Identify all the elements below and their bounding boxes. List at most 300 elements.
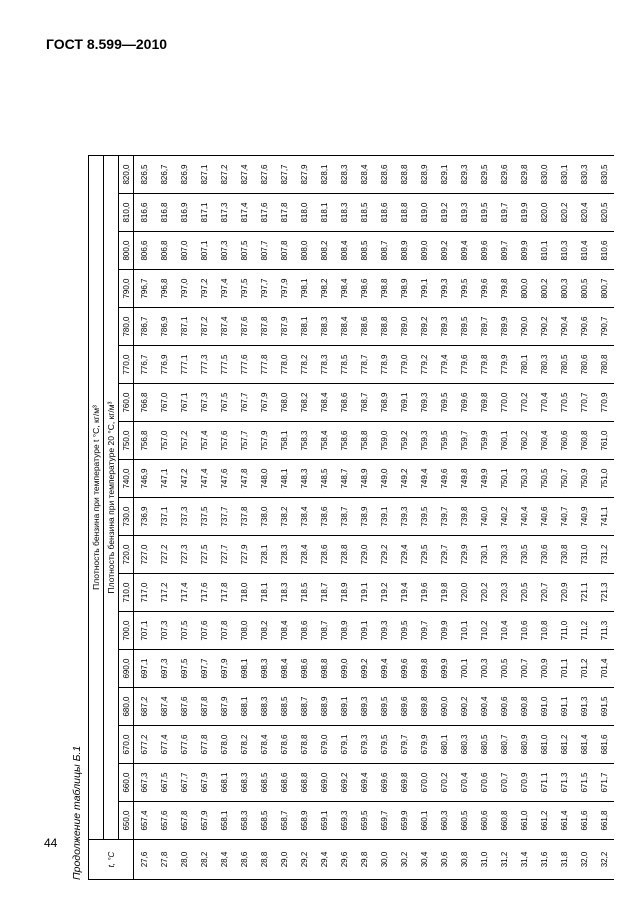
density-cell: 777,1 (174, 346, 194, 384)
table-row (394, 156, 414, 880)
density-cell: 707,5 (174, 612, 194, 650)
density-cell: 826,5 (134, 156, 155, 194)
density-cell: 670,2 (434, 764, 454, 802)
density-cell: 659,7 (374, 802, 394, 840)
density-cell: 789,2 (414, 308, 434, 346)
density-cell: 758,4 (314, 422, 334, 460)
density-cell: 809,4 (454, 232, 474, 270)
density-cell: 749,2 (394, 460, 414, 498)
density-cell: 757,9 (254, 422, 274, 460)
density-cell: 707,1 (134, 612, 155, 650)
density-cell: 691,0 (534, 688, 554, 726)
density-cell: 750,5 (534, 460, 554, 498)
density-cell: 687,4 (154, 688, 174, 726)
density-cell: 689,1 (334, 688, 354, 726)
density-cell: 817,3 (214, 194, 234, 232)
density-cell: 708,2 (254, 612, 274, 650)
density-cell: 820,2 (554, 194, 574, 232)
density-column-header: 710,0 (119, 574, 134, 612)
density-cell: 719,2 (374, 574, 394, 612)
density-cell: 767,7 (234, 384, 254, 422)
density-cell: 759,2 (394, 422, 414, 460)
temperature-cell: 29,8 (354, 840, 374, 880)
density-cell: 708,0 (234, 612, 254, 650)
density-cell: 797,2 (194, 270, 214, 308)
density-cell: 829,5 (474, 156, 494, 194)
density-cell: 747,4 (194, 460, 214, 498)
density-cell: 717,0 (134, 574, 155, 612)
density-cell: 799,1 (414, 270, 434, 308)
density-cell: 690,4 (474, 688, 494, 726)
density-cell: 787,6 (234, 308, 254, 346)
density-cell: 820,4 (574, 194, 594, 232)
density-cell: 718,7 (314, 574, 334, 612)
table-row (594, 156, 614, 880)
density-cell: 790,6 (574, 308, 594, 346)
density-cell: 727,5 (194, 536, 214, 574)
density-cell: 668,6 (274, 764, 294, 802)
density-cell: 678,8 (294, 726, 314, 764)
density-cell: 810,1 (534, 232, 554, 270)
density-column-header: 810,0 (119, 194, 134, 232)
density-cell: 760,6 (554, 422, 574, 460)
density-cell: 758,3 (294, 422, 314, 460)
density-cell: 740,6 (534, 498, 554, 536)
density-cell: 788,4 (334, 308, 354, 346)
density-cell: 671,1 (534, 764, 554, 802)
density-cell: 710,1 (454, 612, 474, 650)
density-cell: 730,1 (474, 536, 494, 574)
density-cell: 730,5 (514, 536, 534, 574)
temperature-cell: 30,4 (414, 840, 434, 880)
temperature-cell: 28,0 (174, 840, 194, 880)
table-row (454, 156, 474, 880)
temperature-cell: 31,2 (494, 840, 514, 880)
density-cell: 748,0 (254, 460, 274, 498)
density-cell: 810,6 (594, 232, 614, 270)
density-cell: 731,0 (574, 536, 594, 574)
density-cell: 810,3 (554, 232, 574, 270)
table-row (214, 156, 234, 880)
density-cell: 727,3 (174, 536, 194, 574)
density-cell: 660,8 (494, 802, 514, 840)
density-cell: 708,6 (294, 612, 314, 650)
density-cell: 756,8 (134, 422, 155, 460)
density-cell: 818,8 (394, 194, 414, 232)
density-cell: 709,1 (354, 612, 374, 650)
density-cell: 748,7 (334, 460, 354, 498)
density-cell: 749,0 (374, 460, 394, 498)
density-cell: 709,3 (374, 612, 394, 650)
density-cell: 796,8 (154, 270, 174, 308)
density-cell: 800,5 (574, 270, 594, 308)
density-cell: 777,8 (254, 346, 274, 384)
table-row (574, 156, 594, 880)
table-row (534, 156, 554, 880)
density-cell: 670,0 (414, 764, 434, 802)
density-cell: 709,9 (434, 612, 454, 650)
density-cell: 657,4 (134, 802, 155, 840)
density-cell: 770,5 (554, 384, 574, 422)
temperature-cell: 29,4 (314, 840, 334, 880)
density-cell: 698,4 (274, 650, 294, 688)
density-cell: 758,1 (274, 422, 294, 460)
density-cell: 809,0 (414, 232, 434, 270)
density-cell: 820,5 (594, 194, 614, 232)
density-cell: 730,8 (554, 536, 574, 574)
table-row (234, 156, 254, 880)
density-cell: 798,2 (314, 270, 334, 308)
density-cell: 740,9 (574, 498, 594, 536)
density-cell: 728,4 (294, 536, 314, 574)
density-cell: 691,1 (554, 688, 574, 726)
density-cell: 727,7 (214, 536, 234, 574)
density-column-header: 670,0 (119, 726, 134, 764)
density-cell: 799,3 (434, 270, 454, 308)
density-cell: 708,4 (274, 612, 294, 650)
density-cell: 827,6 (254, 156, 274, 194)
density-cell: 798,6 (354, 270, 374, 308)
temperature-cell: 31,0 (474, 840, 494, 880)
density-cell: 809,2 (434, 232, 454, 270)
density-cell: 817,6 (254, 194, 274, 232)
density-cell: 767,9 (254, 384, 274, 422)
density-cell: 768,4 (314, 384, 334, 422)
density-cell: 719,8 (434, 574, 454, 612)
density-cell: 678,6 (274, 726, 294, 764)
density-cell: 766,8 (134, 384, 155, 422)
density-cell: 799,8 (494, 270, 514, 308)
density-cell: 678,0 (214, 726, 234, 764)
density-cell: 807,0 (174, 232, 194, 270)
table-row (294, 156, 314, 880)
temperature-column-header: t, °C (89, 840, 134, 880)
density-cell: 817,1 (194, 194, 214, 232)
density-cell: 718,1 (254, 574, 274, 612)
density-cell: 659,3 (334, 802, 354, 840)
density-cell: 729,4 (394, 536, 414, 574)
density-cell: 827,7 (274, 156, 294, 194)
density-cell: 670,4 (454, 764, 474, 802)
density-cell: 729,7 (434, 536, 454, 574)
density-cell: 788,8 (374, 308, 394, 346)
density-cell: 657,9 (194, 802, 214, 840)
density-cell: 739,3 (394, 498, 414, 536)
density-cell: 677,8 (194, 726, 214, 764)
density-at-20c-header: Плотность бензина при температуре 20 °C, кг/м³ (104, 156, 119, 840)
density-column-header: 820,0 (119, 156, 134, 194)
density-cell: 671,7 (594, 764, 614, 802)
density-cell: 819,0 (414, 194, 434, 232)
density-cell: 789,0 (394, 308, 414, 346)
density-cell: 759,5 (434, 422, 454, 460)
temperature-cell: 32,2 (594, 840, 614, 880)
density-cell: 819,5 (474, 194, 494, 232)
density-cell: 750,1 (494, 460, 514, 498)
density-cell: 790,4 (554, 308, 574, 346)
density-cell: 681,6 (594, 726, 614, 764)
density-cell: 818,3 (334, 194, 354, 232)
temperature-cell: 30,6 (434, 840, 454, 880)
density-cell: 719,1 (354, 574, 374, 612)
density-cell: 701,1 (554, 650, 574, 688)
table-row (494, 156, 514, 880)
density-cell: 759,7 (454, 422, 474, 460)
density-cell: 757,2 (174, 422, 194, 460)
density-cell: 768,6 (334, 384, 354, 422)
density-cell: 737,8 (234, 498, 254, 536)
density-cell: 680,5 (474, 726, 494, 764)
density-cell: 827,2 (214, 156, 234, 194)
table-row (174, 156, 194, 880)
density-cell: 780,1 (514, 346, 534, 384)
density-cell: 677,2 (134, 726, 155, 764)
density-cell: 668,3 (234, 764, 254, 802)
density-cell: 719,6 (414, 574, 434, 612)
density-cell: 727,9 (234, 536, 254, 574)
density-cell: 779,4 (434, 346, 454, 384)
density-cell: 709,7 (414, 612, 434, 650)
density-cell: 808,2 (314, 232, 334, 270)
temperature-cell: 30,8 (454, 840, 474, 880)
density-cell: 699,2 (354, 650, 374, 688)
density-column-header: 680,0 (119, 688, 134, 726)
density-cell: 786,9 (154, 308, 174, 346)
density-cell: 681,2 (554, 726, 574, 764)
density-column-header: 800,0 (119, 232, 134, 270)
density-cell: 808,9 (394, 232, 414, 270)
table-row (514, 156, 534, 880)
density-cell: 697,7 (194, 650, 214, 688)
density-cell: 768,2 (294, 384, 314, 422)
density-cell: 738,2 (274, 498, 294, 536)
density-cell: 759,3 (414, 422, 434, 460)
density-cell: 749,8 (454, 460, 474, 498)
density-cell: 808,5 (354, 232, 374, 270)
density-cell: 708,7 (314, 612, 334, 650)
density-cell: 727,2 (154, 536, 174, 574)
density-cell: 707,3 (154, 612, 174, 650)
density-cell: 829,8 (514, 156, 534, 194)
density-cell: 817,8 (274, 194, 294, 232)
density-cell: 807,3 (214, 232, 234, 270)
density-cell: 710,2 (474, 612, 494, 650)
density-cell: 729,9 (454, 536, 474, 574)
density-cell: 711,3 (594, 612, 614, 650)
density-cell: 738,0 (254, 498, 274, 536)
density-cell: 761,0 (594, 422, 614, 460)
density-cell: 677,4 (154, 726, 174, 764)
density-cell: 826,7 (154, 156, 174, 194)
density-cell: 798,9 (394, 270, 414, 308)
density-cell: 687,6 (174, 688, 194, 726)
density-cell: 740,4 (514, 498, 534, 536)
temperature-cell: 31,4 (514, 840, 534, 880)
density-cell: 668,8 (294, 764, 314, 802)
density-cell: 717,6 (194, 574, 214, 612)
density-cell: 730,6 (534, 536, 554, 574)
table-row (354, 156, 374, 880)
density-cell: 778,9 (374, 346, 394, 384)
density-column-header: 770,0 (119, 346, 134, 384)
density-cell: 718,5 (294, 574, 314, 612)
temperature-cell: 28,4 (214, 840, 234, 880)
density-cell: 806,8 (154, 232, 174, 270)
density-table (88, 155, 614, 880)
density-cell: 680,3 (454, 726, 474, 764)
density-cell: 721,1 (574, 574, 594, 612)
density-cell: 680,9 (514, 726, 534, 764)
density-cell: 760,2 (514, 422, 534, 460)
density-cell: 667,9 (194, 764, 214, 802)
density-column-header: 740,0 (119, 460, 134, 498)
density-cell: 660,3 (434, 802, 454, 840)
density-cell: 711,2 (574, 612, 594, 650)
temperature-cell: 31,6 (534, 840, 554, 880)
density-column-header: 690,0 (119, 650, 134, 688)
density-cell: 710,8 (534, 612, 554, 650)
density-cell: 788,1 (294, 308, 314, 346)
density-cell: 679,5 (374, 726, 394, 764)
density-cell: 798,8 (374, 270, 394, 308)
density-cell: 769,8 (474, 384, 494, 422)
density-cell: 767,0 (154, 384, 174, 422)
density-cell: 700,9 (534, 650, 554, 688)
density-cell: 770,7 (574, 384, 594, 422)
density-cell: 661,2 (534, 802, 554, 840)
density-cell: 657,6 (154, 802, 174, 840)
density-cell: 768,0 (274, 384, 294, 422)
density-cell: 768,7 (354, 384, 374, 422)
density-cell: 658,3 (234, 802, 254, 840)
density-cell: 690,8 (514, 688, 534, 726)
density-cell: 728,8 (334, 536, 354, 574)
temperature-cell: 29,6 (334, 840, 354, 880)
density-cell: 699,6 (394, 650, 414, 688)
density-cell: 797,0 (174, 270, 194, 308)
density-cell: 769,1 (394, 384, 414, 422)
density-cell: 828,9 (414, 156, 434, 194)
density-cell: 669,8 (394, 764, 414, 802)
density-cell: 659,1 (314, 802, 334, 840)
density-cell: 786,7 (134, 308, 155, 346)
density-cell: 689,8 (414, 688, 434, 726)
density-cell: 759,9 (474, 422, 494, 460)
density-cell: 700,5 (494, 650, 514, 688)
density-cell: 719,4 (394, 574, 414, 612)
table-row (374, 156, 394, 880)
density-cell: 667,5 (154, 764, 174, 802)
density-cell: 770,9 (594, 384, 614, 422)
density-cell: 808,7 (374, 232, 394, 270)
density-cell: 660,5 (454, 802, 474, 840)
density-cell: 759,0 (374, 422, 394, 460)
density-cell: 747,6 (214, 460, 234, 498)
density-cell: 669,2 (334, 764, 354, 802)
density-cell: 698,8 (314, 650, 334, 688)
density-cell: 808,0 (294, 232, 314, 270)
density-cell: 699,0 (334, 650, 354, 688)
density-cell: 819,2 (434, 194, 454, 232)
density-cell: 779,6 (454, 346, 474, 384)
density-cell: 658,7 (274, 802, 294, 840)
table-row (314, 156, 334, 880)
table-row (154, 156, 174, 880)
table-row (194, 156, 214, 880)
density-cell: 748,9 (354, 460, 374, 498)
density-cell: 747,8 (234, 460, 254, 498)
density-cell: 697,9 (214, 650, 234, 688)
density-cell: 807,1 (194, 232, 214, 270)
density-cell: 808,4 (334, 232, 354, 270)
density-cell: 830,3 (574, 156, 594, 194)
density-cell: 778,5 (334, 346, 354, 384)
density-cell: 776,7 (134, 346, 155, 384)
density-cell: 738,6 (314, 498, 334, 536)
density-cell: 720,0 (454, 574, 474, 612)
density-cell: 668,1 (214, 764, 234, 802)
density-cell: 787,9 (274, 308, 294, 346)
temperature-cell: 27,8 (154, 840, 174, 880)
density-cell: 718,3 (274, 574, 294, 612)
density-cell: 788,6 (354, 308, 374, 346)
density-column-header: 660,0 (119, 764, 134, 802)
temperature-cell: 32,0 (574, 840, 594, 880)
density-cell: 751,0 (594, 460, 614, 498)
density-cell: 798,4 (334, 270, 354, 308)
density-cell: 789,3 (434, 308, 454, 346)
density-cell: 690,6 (494, 688, 514, 726)
density-cell: 749,6 (434, 460, 454, 498)
density-cell: 758,8 (354, 422, 374, 460)
density-cell: 690,0 (434, 688, 454, 726)
density-cell: 699,4 (374, 650, 394, 688)
density-cell: 670,6 (474, 764, 494, 802)
density-cell: 687,2 (134, 688, 155, 726)
density-cell: 770,2 (514, 384, 534, 422)
density-cell: 817,4 (234, 194, 254, 232)
density-cell: 659,9 (394, 802, 414, 840)
density-at-t-header: Плотность бензина при температуре t °C, кг/м³ (89, 156, 104, 840)
density-cell: 731,2 (594, 536, 614, 574)
density-cell: 767,3 (194, 384, 214, 422)
density-cell: 796,7 (134, 270, 155, 308)
density-cell: 819,7 (494, 194, 514, 232)
density-cell: 700,1 (454, 650, 474, 688)
density-cell: 668,5 (254, 764, 274, 802)
density-cell: 779,2 (414, 346, 434, 384)
density-cell: 748,3 (294, 460, 314, 498)
density-cell: 777,5 (214, 346, 234, 384)
density-cell: 677,6 (174, 726, 194, 764)
density-cell: 658,9 (294, 802, 314, 840)
density-cell: 720,3 (494, 574, 514, 612)
density-cell: 688,3 (254, 688, 274, 726)
density-cell: 768,9 (374, 384, 394, 422)
table-row (474, 156, 494, 880)
density-cell: 828,6 (374, 156, 394, 194)
density-cell: 778,2 (294, 346, 314, 384)
density-cell: 760,1 (494, 422, 514, 460)
density-column-header: 780,0 (119, 308, 134, 346)
density-cell: 760,8 (574, 422, 594, 460)
density-cell: 688,9 (314, 688, 334, 726)
density-cell: 780,5 (554, 346, 574, 384)
temperature-cell: 27,6 (134, 840, 155, 880)
density-cell: 819,9 (514, 194, 534, 232)
density-cell: 810,4 (574, 232, 594, 270)
density-cell: 807,8 (274, 232, 294, 270)
